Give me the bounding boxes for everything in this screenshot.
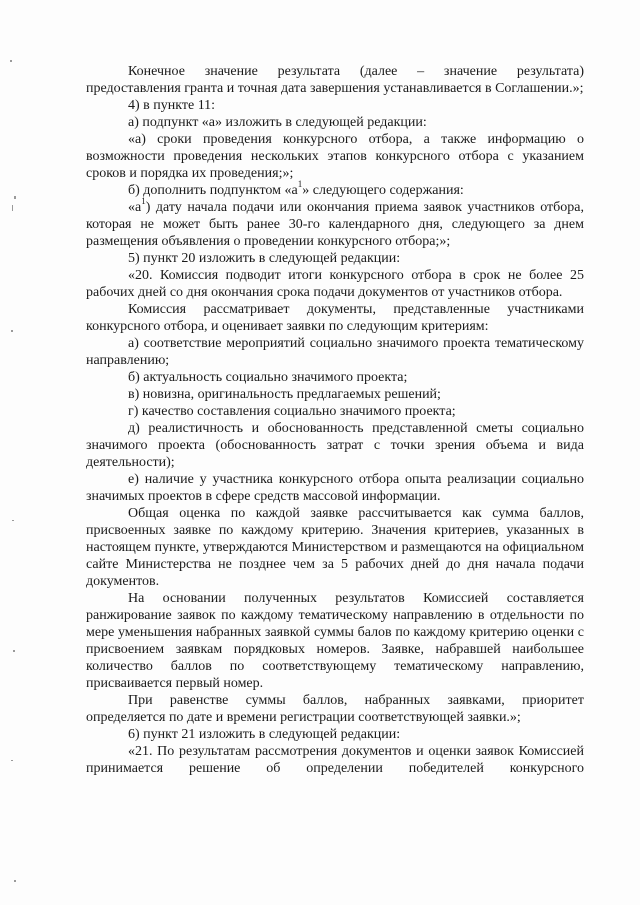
paragraph: а) соответствие мероприятий социально значимого проекта тематическому направлению; bbox=[86, 336, 584, 368]
paragraph: д) реалистичность и обоснованность представленной сметы социально значимого проекта (обоснованность затрат с точки зрения объема и вида деятельности); bbox=[86, 421, 584, 470]
scan-speck bbox=[10, 60, 12, 62]
superscript: 1 bbox=[141, 196, 146, 207]
paragraph: г) качество составления социально значимого проекта; bbox=[128, 404, 456, 419]
scan-speck bbox=[13, 650, 15, 652]
paragraph-text: ) дату начала подачи или окончания приема заявок участников отбора, которая не может быть ранее 30-го календарного дня, следующего за днем размещения объявления о проведении конкурсного отбора;»; bbox=[86, 200, 584, 249]
paragraph: Комиссия рассматривает документы, представленные участниками конкурсного отбора, и оценивает заявки по следующим критериям: bbox=[86, 302, 584, 334]
scan-speck bbox=[12, 205, 13, 211]
paragraph: в) новизна, оригинальность предлагаемых решений; bbox=[128, 387, 441, 402]
paragraph bbox=[86, 196, 584, 250]
paragraph: Общая оценка по каждой заявке рассчитывается как сумма баллов, присвоенных заявке по каждому критерию. Значения критериев, указанных в настоящем пункте, утверждаются Министерством и размещаются на официальном сайте Министерства не позднее чем за 5 рабочих дней до дня начала подачи документов. bbox=[86, 506, 584, 589]
paragraph-text: б) дополнить подпунктом «а bbox=[128, 183, 298, 198]
paragraph: «а) сроки проведения конкурсного отбора, а также информацию о возможности проведения нескольких этапов конкурсного отбора с указанием сроков и порядка их проведения;»; bbox=[86, 132, 584, 181]
paragraph: 6) пункт 21 изложить в следующей редакции: bbox=[128, 727, 401, 742]
document-body bbox=[86, 63, 584, 777]
scan-speck bbox=[11, 330, 13, 332]
superscript: 1 bbox=[297, 179, 303, 190]
paragraph-text: » следующего содержания: bbox=[302, 183, 464, 198]
scan-speck bbox=[14, 196, 16, 199]
paragraph: Конечное значение результата (далее – значение результата) предоставления гранта и точная дата завершения устанавливается в Соглашении.»; bbox=[86, 64, 584, 96]
paragraph: «20. Комиссия подводит итоги конкурсного отбора в срок не более 25 рабочих дней со дня окончания срока подачи документов от участников отбора. bbox=[86, 268, 584, 300]
paragraph: «21. По результатам рассмотрения документов и оценки заявок Комиссией принимается решение об определении победителей конкурсного bbox=[86, 744, 584, 776]
paragraph: е) наличие у участника конкурсного отбора опыта реализации социально значимых проектов в сфере средств массовой информации. bbox=[86, 472, 584, 504]
paragraph-text: «а bbox=[128, 200, 142, 215]
paragraph: 5) пункт 20 изложить в следующей редакции: bbox=[128, 251, 401, 266]
paragraph bbox=[86, 179, 584, 199]
paragraph: б) актуальность социально значимого проекта; bbox=[128, 370, 408, 385]
paragraph: 4) в пункте 11: bbox=[128, 98, 216, 113]
scan-speck bbox=[14, 880, 16, 882]
paragraph: На основании полученных результатов Комиссией составляется ранжирование заявок по каждому тематическому направлению в отдельности по мере уменьшения набранных заявкой суммы балов по каждому критерию оценки с присвоением заявкам порядковых номеров. Заявке, набравшей наибольшее количество баллов по соответствующему тематическому направлению, присваивается первый номер. bbox=[86, 591, 584, 691]
paragraph: а) подпункт «а» изложить в следующей редакции: bbox=[128, 115, 427, 130]
scan-speck bbox=[12, 520, 14, 521]
scan-speck bbox=[11, 760, 13, 761]
paragraph: При равенстве суммы баллов, набранных заявками, приоритет определяется по дате и времени регистрации соответствующей заявки.»; bbox=[86, 693, 584, 725]
